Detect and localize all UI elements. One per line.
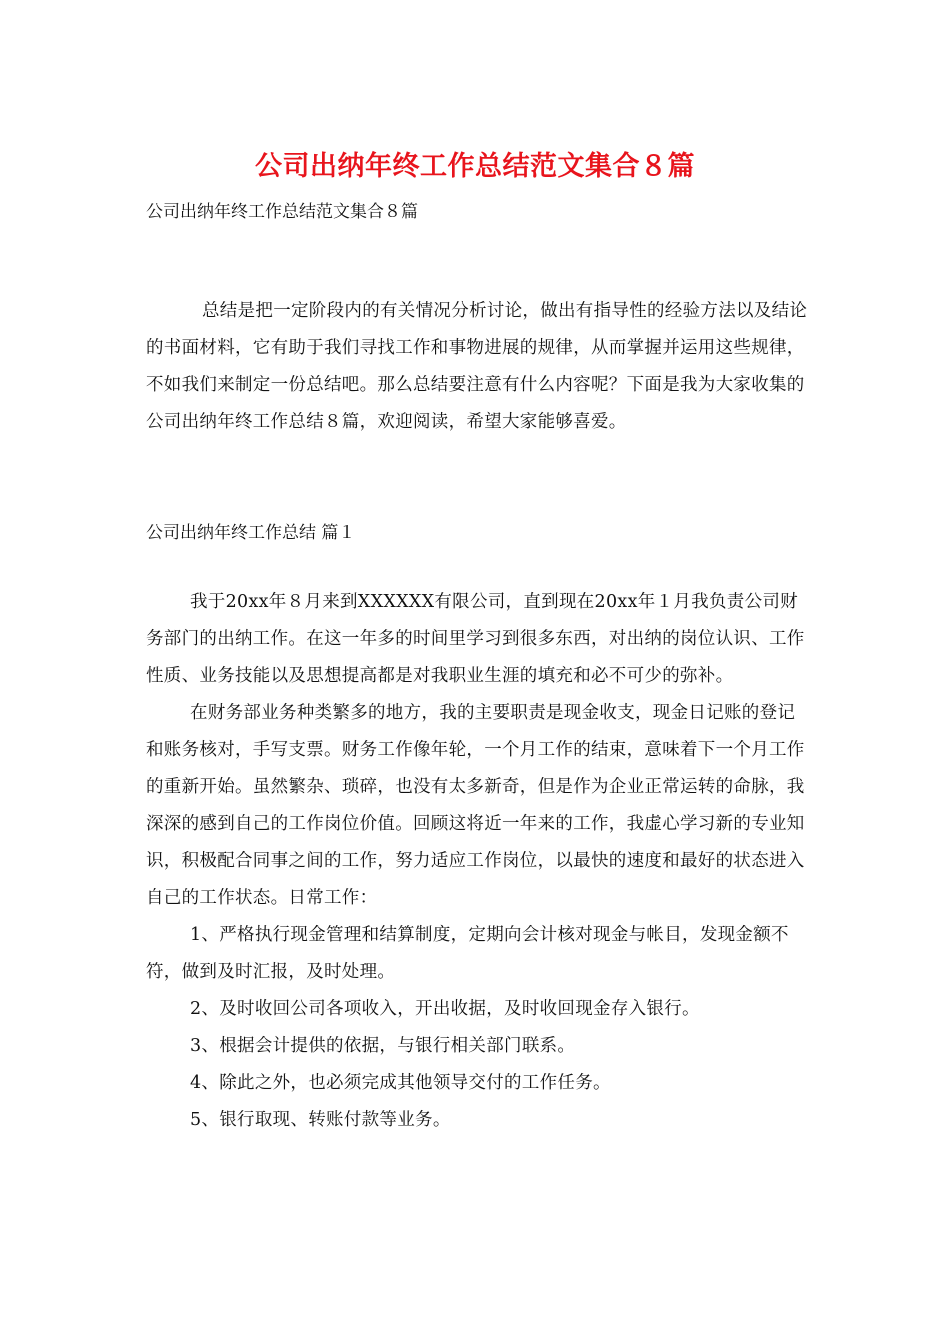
section-paragraph: 在财务部业务种类繁多的地方，我的主要职责是现金收支，现金日记账的登记和账务核对，手写支票。财务工作像年轮，一个月工作的结束，意味着下一个月工作的重新开始。虽然繁杂、琐碎，也没有太多新奇，但是作为企业正常运转的命脉，我深深的感到自己的工作岗位价值。回顾这将近一年来的工作，我虚心学习新的专业知识，积极配合同事之间的工作，努力适应工作岗位，以最快的速度和最好的状态进入自己的工作状态。日常工作： bbox=[146, 703, 805, 908]
document-title: 公司出纳年终工作总结范文集合８篇 bbox=[255, 151, 695, 182]
section-paragraph: 我于20xx年８月来到XXXXXX有限公司，直到现在20xx年１月我负责公司财务部门的出纳工作。在这一年多的时间里学习到很多东西，对出纳的岗位认识、工作性质、业务技能以及思想提高都是对我职业生涯的填充和必不可少的弥补。 bbox=[146, 592, 805, 686]
list-item: 2、及时收回公司各项收入，开出收据，及时收回现金存入银行。 bbox=[190, 999, 700, 1019]
list-item: 1、严格执行现金管理和结算制度，定期向会计核对现金与帐目，发现金额不符，做到及时汇报，及时处理。 bbox=[146, 925, 789, 982]
section-heading: 公司出纳年终工作总结 篇１ bbox=[146, 523, 356, 543]
intro-block bbox=[146, 293, 808, 441]
section-body bbox=[146, 584, 808, 1139]
list-item: 3、根据会计提供的依据，与银行相关部门联系。 bbox=[190, 1036, 576, 1056]
list-item: 4、除此之外，也必须完成其他领导交付的工作任务。 bbox=[190, 1073, 611, 1093]
intro-paragraph: 总结是把一定阶段内的有关情况分析讨论，做出有指导性的经验方法以及结论的书面材料，它有助于我们寻找工作和事物进展的规律，从而掌握并运用这些规律，不如我们来制定一份总结吧。那么总结要注意有什么内容呢？下面是我为大家收集的公司出纳年终工作总结８篇，欢迎阅读，希望大家能够喜爱。 bbox=[146, 301, 808, 432]
list-item: 5、银行取现、转账付款等业务。 bbox=[190, 1110, 451, 1130]
document-subtitle: 公司出纳年终工作总结范文集合８篇 bbox=[146, 202, 418, 222]
